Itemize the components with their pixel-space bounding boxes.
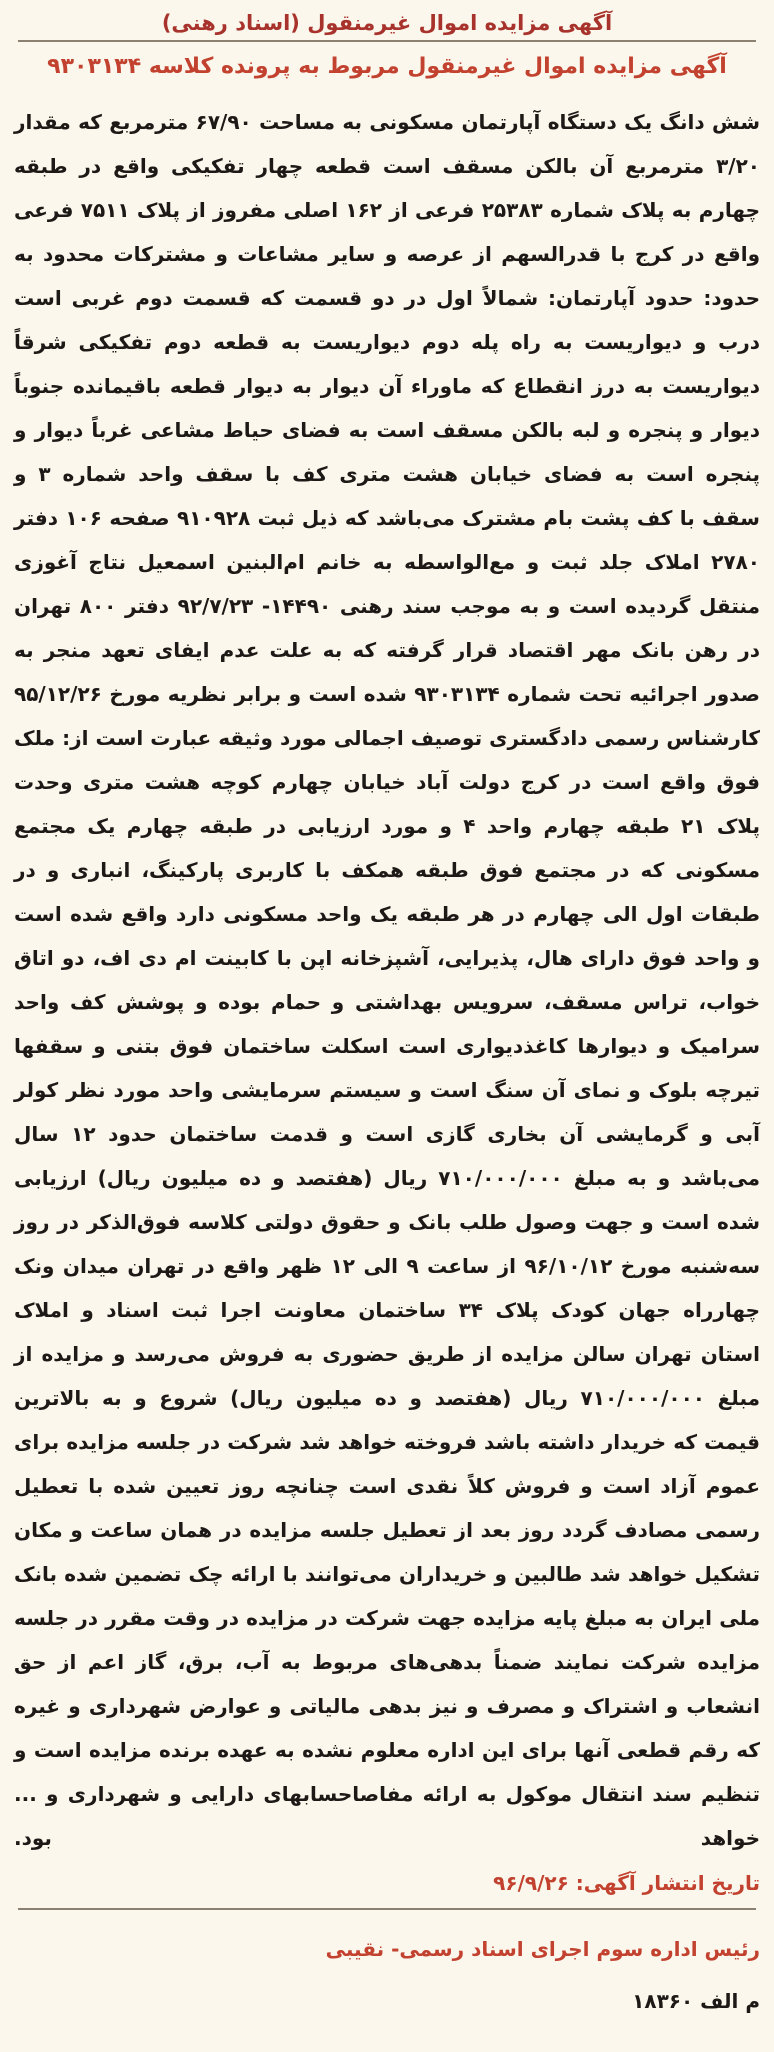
footer-divider — [18, 1908, 756, 1910]
signatory: رئیس اداره سوم اجرای اسناد رسمی- نقیبی — [325, 1937, 760, 1961]
publish-date: تاریخ انتشار آگهی: ۹۶/۹/۲۶ — [493, 1871, 760, 1895]
reference-code: م الف ۱۸۳۶۰ — [632, 1989, 760, 2013]
notice-subtitle: آگهی مزایده اموال غیرمنقول مربوط به پرونده کلاسه ۹۳۰۳۱۳۴ — [47, 54, 727, 79]
notice-body-text: شش دانگ یک دستگاه آپارتمان مسکونی به مساحت ۶۷/۹۰ مترمربع که مقدار ۳/۲۰ مترمربع آن بالکن مسقف است قطعه چهار تفکیکی واقع در طبقه چهارم به پلاک شماره ۲۵۳۸۳ فرعی از ۱۶۲ اصلی مفروز از پلاک ۷۵۱۱ فرعی واقع در کرج با قدرالسهم از عرصه و سایر مشاعات و مشترکات محدود به حدود: حدود آپارتمان: شمالاً اول در دو قسمت که قسمت دوم غربی است درب و دیواریست به راه پله دوم دیواریست به قطعه دوم تفکیکی شرقاً دیواریست به درز انقطاع که ماوراء آن دیوار به دیوار قطعه باقیمانده جنوباً دیوار و پنجره و لبه بالکن مسقف است به فضای حیاط مشاعی غرباً دیوار و پنجره است به فضای خیابان هشت متری کف با سقف واحد شماره ۳ و سقف با کف پشت بام مشترک می‌باشد که ذیل ثبت ۹۱۰۹۲۸ صفحه ۱۰۶ دفتر ۲۷۸۰ املاک جلد ثبت و مع‌الواسطه به خانم ام‌البنین اسمعیل نتاج آغوزی منتقل گردیده است و به موجب سند رهنی ۱۴۴۹۰- ۹۲/۷/۲۳ دفتر ۸۰۰ تهران در رهن بانک مهر اقتصاد قرار گرفته که به علت عدم ایفای تعهد منجر به صدور اجرائیه تحت شماره ۹۳۰۳۱۳۴ شده است و برابر نظریه مورخ ۹۵/۱۲/۲۶ کارشناس رسمی دادگستری توصیف اجمالی مورد وثیقه عبارت است از: ملک فوق واقع است در کرج دولت آباد خیابان چهارم کوچه هشت متری وحدت پلاک ۲۱ طبقه چهارم واحد ۴ و مورد ارزیابی در طبقه چهارم یک مجتمع مسکونی که در مجتمع فوق طبقه همکف با کاربری پارکینگ، انباری و در طبقات اول الی چهارم در هر طبقه یک واحد مسکونی دارد واقع شده است و واحد فوق دارای هال، پذیرایی، آشپزخانه اپن با کابینت ام دی اف، دو اتاق خواب، تراس مسقف، سرویس بهداشتی و حمام بوده و پوشش کف واحد سرامیک و دیوارها کاغذدیواری است اسکلت ساختمان فوق بتنی و سقفها تیرچه بلوک و نمای آن سنگ است و سیستم سرمایشی واحد مورد نظر کولر آبی و گرمایشی آن بخاری گازی است و قدمت ساختمان حدود ۱۲ سال می‌باشد و به مبلغ ۷۱۰/۰۰۰/۰۰۰ ریال (هفتصد و ده میلیون ریال) ارزیابی شده است و جهت وصول طلب بانک و حقوق دولتی کلاسه فوق‌الذکر در روز سه‌شنبه مورخ ۹۶/۱۰/۱۲ از ساعت ۹ الی ۱۲ ظهر واقع در تهران میدان ونک چهارراه جهان کودک پلاک ۳۴ ساختمان معاونت اجرا ثبت اسناد و املاک استان تهران سالن مزایده از طریق حضوری به فروش می‌رسد و مزایده از مبلغ ۷۱۰/۰۰۰/۰۰۰ ریال (هفتصد و ده میلیون ریال) شروع و به بالاترین قیمت که خریدار داشته باشد فروخته خواهد شد شرکت در جلسه مزایده برای عموم آزاد است و فروش کلاً نقدی است چنانچه روز تعیین شده با تعطیل رسمی مصادف گردد روز بعد از تعطیل جلسه مزایده در همان ساعت و مکان تشکیل خواهد شد طالبین و خریداران می‌توانند با ارائه چک تضمین شده بانک ملی ایران به مبلغ پایه مزایده جهت شرکت در مزایده در وقت مقرر در جلسه مزایده شرکت نمایند ضمناً بدهی‌های مربوط به آب، برق، گاز اعم از حق انشعاب و اشتراک و مصرف و نیز بدهی مالیاتی و عوارض شهرداری و غیره که رقم قطعی آنها برای این اداره معلوم نشده به عهده برنده مزایده است و تنظیم سند انتقال موکول به ارائه مفاصاحسابهای دارایی و شهرداری و ... خواهد بود. — [14, 110, 761, 1850]
notice-header-title: آگهی مزایده اموال غیرمنقول (اسناد رهنی) — [18, 8, 756, 42]
